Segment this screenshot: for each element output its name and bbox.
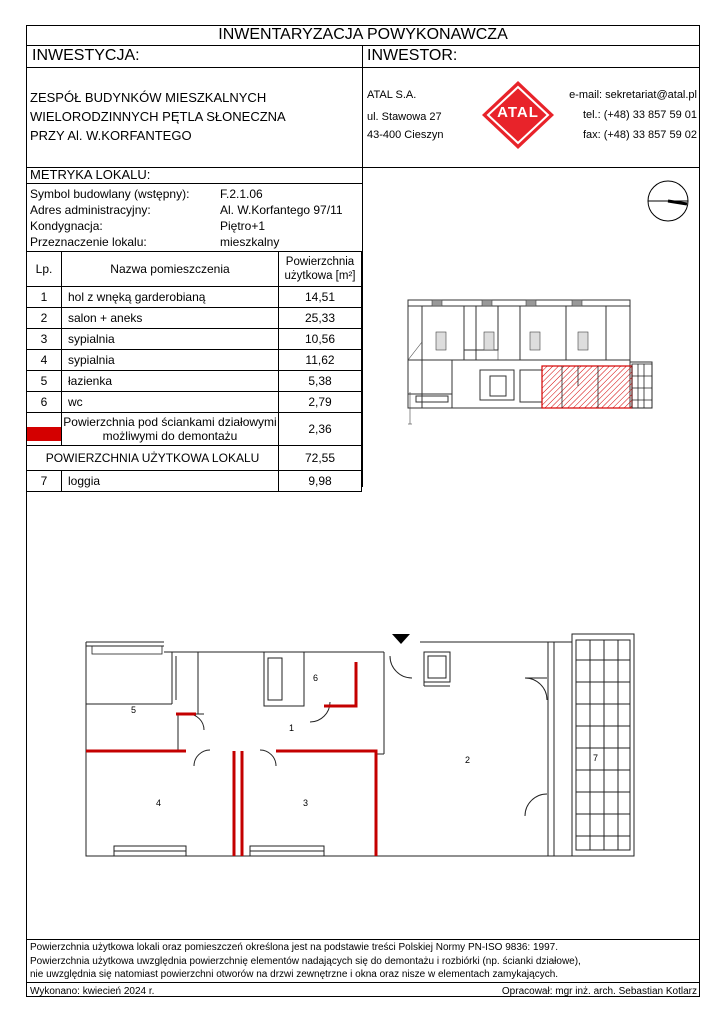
row-lp: 6 [27,392,62,413]
atal-logo [481,80,555,150]
metric-label-address: Adres administracyjny: [30,203,151,217]
plan-label-room-6: 6 [313,673,319,683]
col-area-header [279,252,362,287]
col-name-header: Nazwa pomieszczenia [62,252,279,287]
investor-fax: fax: (+48) 33 857 59 02 [582,129,697,141]
investment-line-1: ZESPÓŁ BUDYNKÓW MIESZKALNYCH [30,90,267,105]
partition-label [62,413,279,446]
table-row [27,392,362,413]
partition-swatch [27,427,61,441]
divider [26,939,700,940]
row-name: łazienka [62,371,279,392]
key-plan-drawing [402,296,660,432]
investment-line-2: WIELORODZINNYCH PĘTLA SŁONECZNA [30,109,286,124]
metric-label-floor: Kondygnacja: [30,219,103,233]
investor-street: ul. Stawowa 27 [367,111,442,123]
partition-label-line1: Powierzchnia pod ściankami działowymi [63,415,277,429]
metric-title: METRYKA LOKALU: [30,167,151,182]
metric-label-purpose: Przeznaczenie lokalu: [30,235,147,249]
row-area: 2,79 [279,392,362,413]
table-row [27,350,362,371]
row-name: loggia [62,471,279,492]
row-name: sypialnia [62,329,279,350]
investment-line-3: PRZY Al. W.KORFANTEGO [30,128,192,143]
table-row [27,308,362,329]
divider [26,183,362,184]
row-area: 9,98 [279,471,362,492]
investment-heading: INWESTYCJA: [32,47,140,64]
footer-author: Opracował: mgr inż. arch. Sebastian Kotlarz [501,986,697,997]
investor-email: e-mail: sekretariat@atal.pl [569,89,697,101]
north-arrow-icon [645,178,691,224]
row-lp: 7 [27,471,62,492]
footer-made: Wykonano: kwiecień 2024 r. [30,986,155,997]
metric-label-symbol: Symbol budowlany (wstępny): [30,187,190,201]
metric-value-symbol: F.2.1.06 [220,187,263,201]
divider [362,167,363,487]
plan-label-room-2: 2 [465,755,471,765]
row-name: wc [62,392,279,413]
page-title: INWENTARYZACJA POWYKONAWCZA [218,26,508,43]
total-row [27,446,362,471]
investor-city: 43-400 Cieszyn [367,129,444,141]
row-area: 5,38 [279,371,362,392]
footer-note-2: Powierzchnia użytkowa uwzględnia powierzchnię elementów nadających się do demontażu i rozbiórki (np. ścianki działowe), [30,956,581,967]
metric-value-address: Al. W.Korfantego 97/11 [220,203,343,217]
row-lp: 2 [27,308,62,329]
plan-label-room-1: 1 [289,723,295,733]
floor-plan-drawing [84,630,640,866]
row-area: 11,62 [279,350,362,371]
divider [362,45,363,167]
table-row [27,287,362,308]
investor-heading: INWESTOR: [367,47,458,64]
partition-label-line2: możliwymi do demontażu [102,429,238,443]
row-name: salon + aneks [62,308,279,329]
col-lp-header: Lp. [27,252,62,287]
investor-tel: tel.: (+48) 33 857 59 01 [582,109,697,121]
row-lp: 1 [27,287,62,308]
plan-label-room-4: 4 [156,798,162,808]
plan-label-room-7: 7 [593,753,599,763]
col-area-header-line2: użytkowa [m²] [284,270,356,282]
row-area: 10,56 [279,329,362,350]
row-lp: 5 [27,371,62,392]
table-row [27,371,362,392]
partition-area: 2,36 [279,413,362,446]
metric-value-floor: Piętro+1 [220,219,266,233]
footer-note-1: Powierzchnia użytkowa lokali oraz pomieszczeń określona jest na podstawie treści Polskiej Normy PN-ISO 9836: 1997. [30,942,559,953]
table-header-row [27,252,362,287]
investor-name: ATAL S.A. [367,89,417,101]
row-name: sypialnia [62,350,279,371]
table-row [27,329,362,350]
plan-label-room-3: 3 [303,798,309,808]
row-lp: 3 [27,329,62,350]
metric-value-purpose: mieszkalny [220,235,280,249]
row-area: 14,51 [279,287,362,308]
total-area: 72,55 [279,446,362,471]
logo-text: ATAL [497,104,539,121]
row-area: 25,33 [279,308,362,329]
rooms-table [26,251,362,492]
highlighted-unit [542,366,632,408]
row-name: hol z wnęką garderobianą [62,287,279,308]
partition-row [27,413,362,446]
plan-label-room-5: 5 [131,705,137,715]
partition-swatch-cell [27,413,62,446]
row-lp: 4 [27,350,62,371]
loggia-row [27,471,362,492]
total-label: POWIERZCHNIA UŻYTKOWA LOKALU [27,446,279,471]
divider [26,982,700,983]
col-area-header-line1: Powierzchnia [285,256,355,268]
divider [26,67,700,68]
footer-note-3: nie uwzględnia się natomiast powierzchni otworów na drzwi zewnętrzne i okna oraz nisze w elementach zamykających. [30,969,559,980]
